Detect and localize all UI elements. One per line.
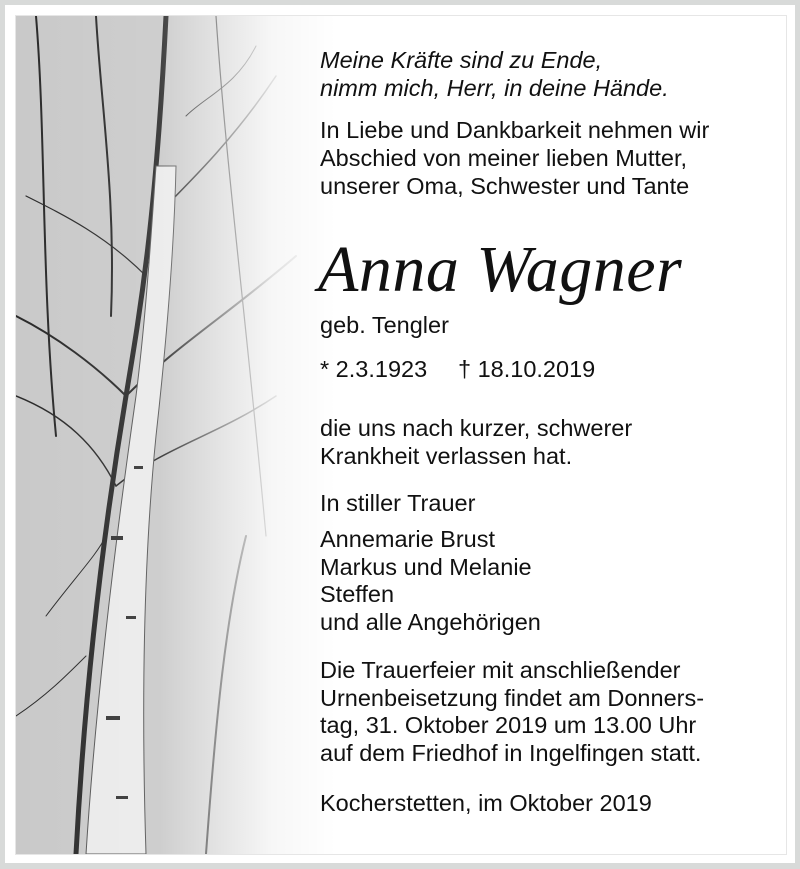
mourner: und alle Angehörigen xyxy=(320,608,541,635)
intro-line: unserer Oma, Schwester und Tante xyxy=(320,173,690,199)
circumstance-text xyxy=(320,414,632,470)
place-date: Kocherstetten, im Oktober 2019 xyxy=(320,790,652,816)
funeral-line: Urnenbeisetzung findet am Donners- xyxy=(320,684,705,711)
winter-birch-photo xyxy=(16,16,336,854)
verse-line: nimm mich, Herr, in deine Hände. xyxy=(320,75,669,101)
funeral-line: Die Trauerfeier mit anschließender xyxy=(320,657,681,683)
intro-line: In Liebe und Dankbarkeit nehmen wir xyxy=(320,117,710,143)
circumstance-line: die uns nach kurzer, schwerer xyxy=(320,415,633,441)
intro-line: Abschied von meiner lieben Mutter, xyxy=(320,145,688,171)
maiden-name: geb. Tengler xyxy=(320,312,449,338)
mourner: Annemarie Brust xyxy=(320,526,496,552)
funeral-line: tag, 31. Oktober 2019 um 13.00 Uhr xyxy=(320,712,697,739)
circumstance-line: Krankheit verlassen hat. xyxy=(320,443,573,469)
deceased-name: Anna Wagner xyxy=(318,233,683,306)
verse xyxy=(320,46,669,102)
verse-line: Meine Kräfte sind zu Ende, xyxy=(320,47,603,73)
mourning-heading: In stiller Trauer xyxy=(320,490,476,516)
birth-date: * 2.3.1923 xyxy=(320,356,428,382)
mourner: Markus und Melanie xyxy=(320,553,532,580)
mourner: Steffen xyxy=(320,581,395,607)
intro-text xyxy=(320,116,709,200)
life-dates xyxy=(320,355,595,383)
mourners-list xyxy=(320,526,541,636)
funeral-line: auf dem Friedhof in Ingelfingen statt. xyxy=(320,740,702,767)
funeral-info xyxy=(320,657,704,768)
death-date: † 18.10.2019 xyxy=(458,356,596,382)
